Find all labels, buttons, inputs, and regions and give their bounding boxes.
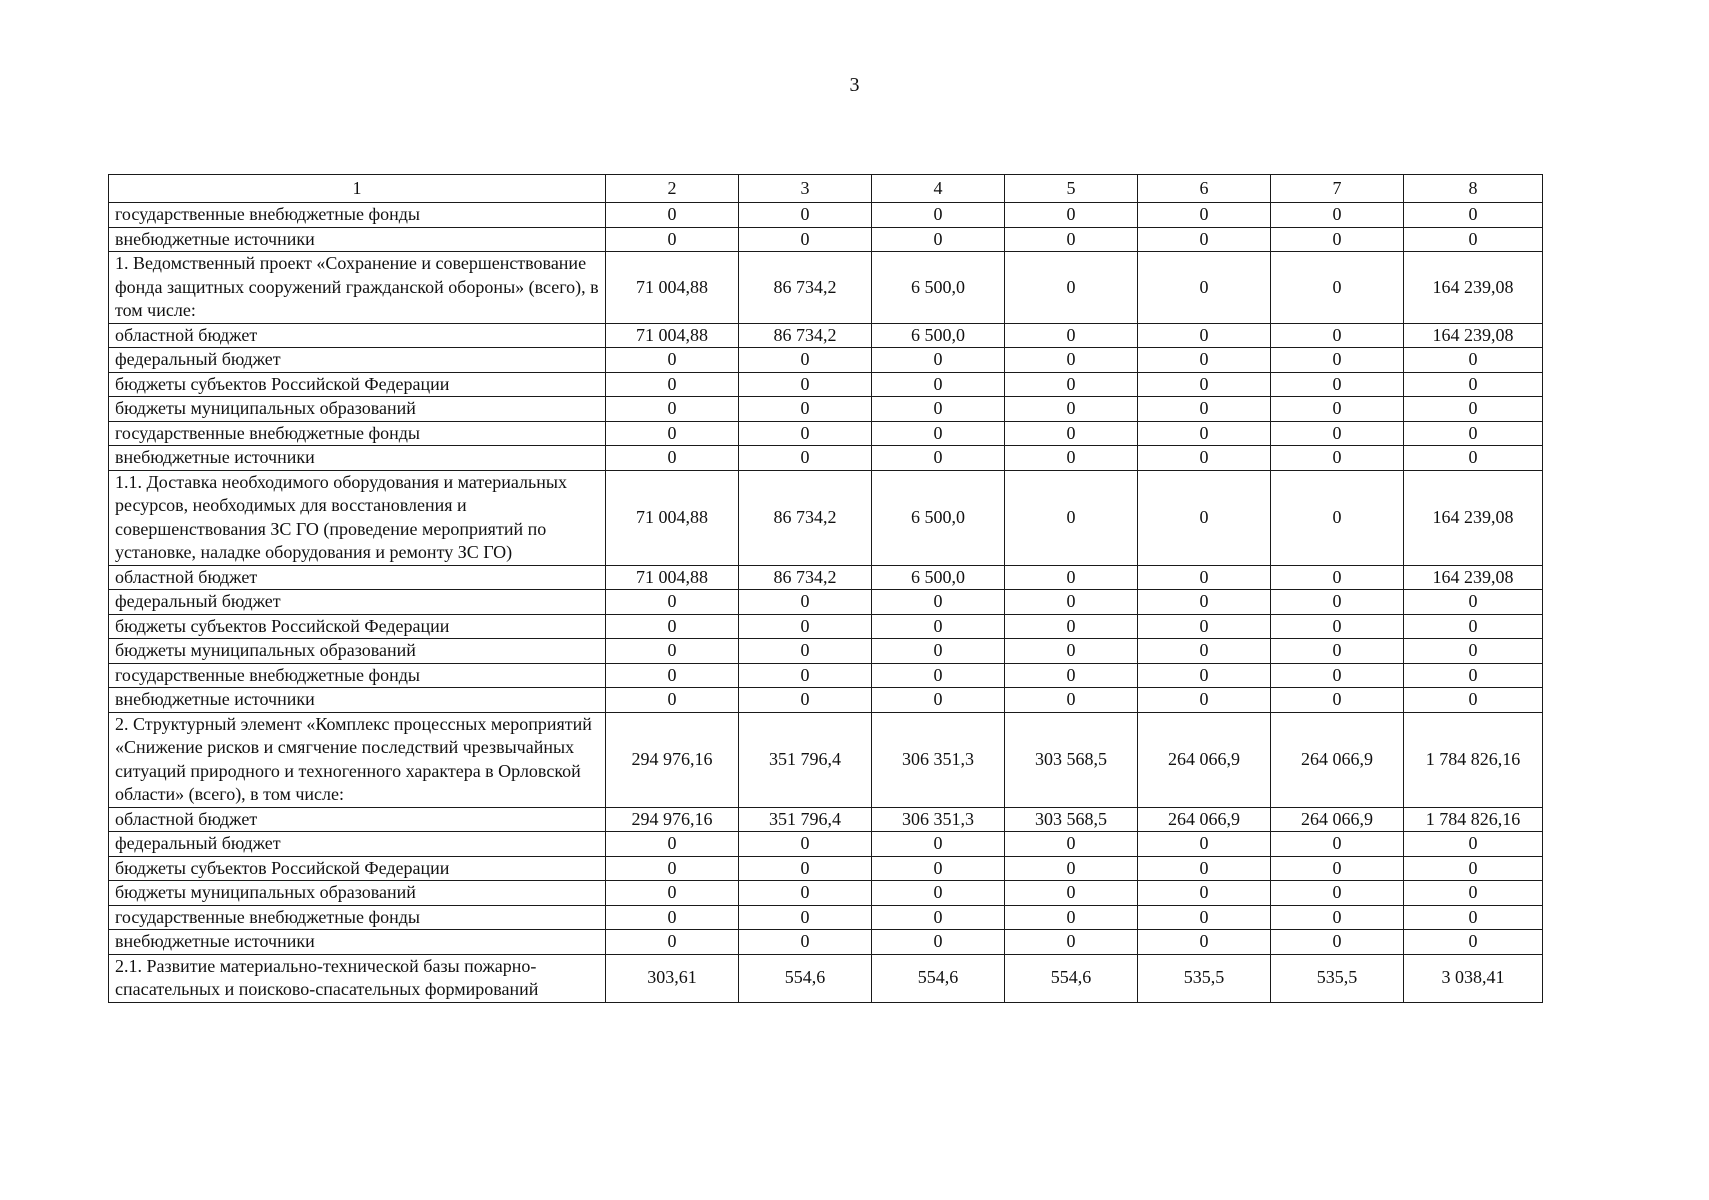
value-cell: 0 (739, 905, 872, 930)
value-cell: 294 976,16 (606, 712, 739, 807)
value-cell: 0 (1138, 372, 1271, 397)
value-cell: 0 (1271, 565, 1404, 590)
value-cell: 0 (1005, 323, 1138, 348)
value-cell: 0 (1271, 639, 1404, 664)
value-cell: 0 (1404, 590, 1543, 615)
value-cell: 0 (1005, 614, 1138, 639)
value-cell: 0 (1271, 832, 1404, 857)
value-cell: 0 (1138, 565, 1271, 590)
value-cell: 0 (1005, 639, 1138, 664)
value-cell: 0 (739, 930, 872, 955)
row-label: 2. Структурный элемент «Комплекс процессных мероприятий «Снижение рисков и смягчение последствий чрезвычайных ситуаций природного и техногенного характера в Орловской области» (всего), в том числе: (109, 712, 606, 807)
value-cell: 0 (1005, 590, 1138, 615)
table-row (109, 470, 1543, 565)
value-cell: 0 (1271, 323, 1404, 348)
value-cell: 0 (1005, 930, 1138, 955)
value-cell: 0 (1271, 930, 1404, 955)
value-cell: 0 (1138, 856, 1271, 881)
value-cell: 0 (1138, 446, 1271, 471)
value-cell: 0 (872, 881, 1005, 906)
value-cell: 0 (739, 203, 872, 228)
value-cell: 0 (606, 688, 739, 713)
row-label: федеральный бюджет (109, 832, 606, 857)
row-label: бюджеты муниципальных образований (109, 397, 606, 422)
value-cell: 0 (1138, 348, 1271, 373)
table-row (109, 421, 1543, 446)
row-label: внебюджетные источники (109, 227, 606, 252)
value-cell: 0 (872, 856, 1005, 881)
value-cell: 86 734,2 (739, 252, 872, 324)
row-label: областной бюджет (109, 807, 606, 832)
value-cell: 0 (1138, 688, 1271, 713)
table-row (109, 372, 1543, 397)
value-cell: 0 (1271, 252, 1404, 324)
table-row (109, 203, 1543, 228)
value-cell: 0 (1138, 663, 1271, 688)
value-cell: 0 (1138, 323, 1271, 348)
value-cell: 535,5 (1271, 954, 1404, 1002)
row-label: бюджеты муниципальных образований (109, 639, 606, 664)
value-cell: 0 (1005, 470, 1138, 565)
column-number: 8 (1404, 175, 1543, 203)
value-cell: 0 (1005, 832, 1138, 857)
row-label: бюджеты субъектов Российской Федерации (109, 372, 606, 397)
value-cell: 164 239,08 (1404, 252, 1543, 324)
value-cell: 0 (739, 663, 872, 688)
value-cell: 0 (739, 639, 872, 664)
row-label: 1. Ведомственный проект «Сохранение и совершенствование фонда защитных сооружений гражданской обороны» (всего), в том числе: (109, 252, 606, 324)
column-number: 2 (606, 175, 739, 203)
value-cell: 0 (872, 348, 1005, 373)
value-cell: 164 239,08 (1404, 323, 1543, 348)
row-label: федеральный бюджет (109, 348, 606, 373)
row-label: бюджеты муниципальных образований (109, 881, 606, 906)
value-cell: 0 (1005, 227, 1138, 252)
value-cell: 0 (1404, 832, 1543, 857)
table-row (109, 252, 1543, 324)
value-cell: 0 (872, 905, 1005, 930)
value-cell: 0 (739, 446, 872, 471)
table-row (109, 954, 1543, 1002)
value-cell: 86 734,2 (739, 323, 872, 348)
value-cell: 0 (872, 397, 1005, 422)
value-cell: 0 (739, 881, 872, 906)
value-cell: 0 (606, 590, 739, 615)
value-cell: 0 (1404, 446, 1543, 471)
value-cell: 0 (872, 446, 1005, 471)
value-cell: 0 (739, 688, 872, 713)
row-label: бюджеты субъектов Российской Федерации (109, 614, 606, 639)
table-row (109, 905, 1543, 930)
value-cell: 0 (606, 227, 739, 252)
value-cell: 0 (1404, 688, 1543, 713)
value-cell: 0 (1005, 905, 1138, 930)
value-cell: 0 (872, 421, 1005, 446)
value-cell: 0 (1005, 881, 1138, 906)
value-cell: 0 (739, 348, 872, 373)
row-label: государственные внебюджетные фонды (109, 905, 606, 930)
value-cell: 0 (1138, 881, 1271, 906)
value-cell: 0 (1138, 930, 1271, 955)
value-cell: 86 734,2 (739, 565, 872, 590)
budget-table-body (109, 175, 1543, 1003)
value-cell: 0 (1005, 565, 1138, 590)
row-label: государственные внебюджетные фонды (109, 663, 606, 688)
value-cell: 6 500,0 (872, 323, 1005, 348)
value-cell: 294 976,16 (606, 807, 739, 832)
value-cell: 554,6 (872, 954, 1005, 1002)
value-cell: 164 239,08 (1404, 470, 1543, 565)
value-cell: 0 (606, 421, 739, 446)
value-cell: 0 (1404, 881, 1543, 906)
budget-table (108, 174, 1543, 1003)
value-cell: 0 (606, 397, 739, 422)
column-number: 7 (1271, 175, 1404, 203)
value-cell: 306 351,3 (872, 712, 1005, 807)
value-cell: 0 (1271, 856, 1404, 881)
value-cell: 303 568,5 (1005, 712, 1138, 807)
table-row (109, 807, 1543, 832)
value-cell: 0 (1271, 905, 1404, 930)
value-cell: 0 (1404, 421, 1543, 446)
value-cell: 0 (1271, 227, 1404, 252)
row-label: внебюджетные источники (109, 446, 606, 471)
value-cell: 0 (739, 372, 872, 397)
table-row (109, 881, 1543, 906)
row-label: бюджеты субъектов Российской Федерации (109, 856, 606, 881)
table-row (109, 856, 1543, 881)
value-cell: 71 004,88 (606, 323, 739, 348)
value-cell: 0 (872, 688, 1005, 713)
value-cell: 0 (1271, 663, 1404, 688)
value-cell: 554,6 (739, 954, 872, 1002)
value-cell: 1 784 826,16 (1404, 712, 1543, 807)
table-row (109, 446, 1543, 471)
value-cell: 264 066,9 (1138, 712, 1271, 807)
column-number: 4 (872, 175, 1005, 203)
value-cell: 0 (606, 446, 739, 471)
row-label: федеральный бюджет (109, 590, 606, 615)
value-cell: 0 (606, 930, 739, 955)
value-cell: 0 (1404, 227, 1543, 252)
value-cell: 0 (1005, 397, 1138, 422)
value-cell: 0 (1271, 372, 1404, 397)
value-cell: 0 (1138, 470, 1271, 565)
value-cell: 0 (739, 832, 872, 857)
value-cell: 0 (1138, 590, 1271, 615)
value-cell: 0 (1138, 397, 1271, 422)
table-row (109, 930, 1543, 955)
row-label: внебюджетные источники (109, 688, 606, 713)
value-cell: 554,6 (1005, 954, 1138, 1002)
table-row (109, 348, 1543, 373)
table-row (109, 688, 1543, 713)
value-cell: 0 (739, 614, 872, 639)
value-cell: 264 066,9 (1271, 712, 1404, 807)
value-cell: 0 (1271, 590, 1404, 615)
value-cell: 303 568,5 (1005, 807, 1138, 832)
value-cell: 0 (872, 372, 1005, 397)
value-cell: 0 (1271, 614, 1404, 639)
value-cell: 6 500,0 (872, 470, 1005, 565)
value-cell: 6 500,0 (872, 565, 1005, 590)
value-cell: 0 (1138, 421, 1271, 446)
value-cell: 0 (872, 614, 1005, 639)
value-cell: 351 796,4 (739, 712, 872, 807)
table-row (109, 663, 1543, 688)
value-cell: 0 (1404, 663, 1543, 688)
table-row (109, 397, 1543, 422)
value-cell: 0 (1005, 203, 1138, 228)
row-label: 1.1. Доставка необходимого оборудования и материальных ресурсов, необходимых для восстановления и совершенствования ЗС ГО (проведение мероприятий по установке, наладке оборудования и ремонту ЗС ГО) (109, 470, 606, 565)
column-number: 1 (109, 175, 606, 203)
value-cell: 1 784 826,16 (1404, 807, 1543, 832)
value-cell: 0 (1404, 905, 1543, 930)
value-cell: 71 004,88 (606, 470, 739, 565)
row-label: внебюджетные источники (109, 930, 606, 955)
row-label: государственные внебюджетные фонды (109, 421, 606, 446)
table-row (109, 323, 1543, 348)
column-number-row (109, 175, 1543, 203)
value-cell: 0 (1005, 688, 1138, 713)
value-cell: 0 (872, 639, 1005, 664)
value-cell: 264 066,9 (1138, 807, 1271, 832)
table-row (109, 590, 1543, 615)
row-label: областной бюджет (109, 565, 606, 590)
value-cell: 0 (1271, 203, 1404, 228)
value-cell: 0 (606, 905, 739, 930)
value-cell: 0 (606, 856, 739, 881)
value-cell: 0 (1271, 881, 1404, 906)
value-cell: 535,5 (1138, 954, 1271, 1002)
value-cell: 0 (1404, 203, 1543, 228)
column-number: 6 (1138, 175, 1271, 203)
value-cell: 0 (606, 663, 739, 688)
value-cell: 86 734,2 (739, 470, 872, 565)
value-cell: 0 (606, 614, 739, 639)
value-cell: 306 351,3 (872, 807, 1005, 832)
value-cell: 0 (1404, 639, 1543, 664)
value-cell: 0 (1138, 832, 1271, 857)
value-cell: 0 (1005, 372, 1138, 397)
column-number: 3 (739, 175, 872, 203)
value-cell: 0 (606, 372, 739, 397)
row-label: областной бюджет (109, 323, 606, 348)
value-cell: 0 (606, 832, 739, 857)
value-cell: 0 (739, 227, 872, 252)
value-cell: 0 (606, 348, 739, 373)
value-cell: 0 (606, 881, 739, 906)
value-cell: 0 (1138, 614, 1271, 639)
value-cell: 0 (739, 590, 872, 615)
value-cell: 0 (872, 832, 1005, 857)
value-cell: 0 (1005, 252, 1138, 324)
table-row (109, 565, 1543, 590)
table-row (109, 639, 1543, 664)
value-cell: 0 (872, 203, 1005, 228)
value-cell: 0 (739, 421, 872, 446)
value-cell: 0 (872, 663, 1005, 688)
value-cell: 264 066,9 (1271, 807, 1404, 832)
value-cell: 0 (1271, 470, 1404, 565)
value-cell: 3 038,41 (1404, 954, 1543, 1002)
value-cell: 0 (872, 590, 1005, 615)
value-cell: 0 (1138, 905, 1271, 930)
value-cell: 0 (1138, 252, 1271, 324)
value-cell: 0 (739, 856, 872, 881)
value-cell: 0 (872, 930, 1005, 955)
value-cell: 0 (739, 397, 872, 422)
value-cell: 0 (1005, 446, 1138, 471)
value-cell: 6 500,0 (872, 252, 1005, 324)
value-cell: 0 (1271, 421, 1404, 446)
value-cell: 0 (1005, 663, 1138, 688)
value-cell: 0 (1404, 614, 1543, 639)
value-cell: 0 (1138, 639, 1271, 664)
value-cell: 0 (1138, 227, 1271, 252)
value-cell: 0 (1005, 856, 1138, 881)
page-number: 3 (849, 74, 860, 96)
value-cell: 0 (872, 227, 1005, 252)
row-label: государственные внебюджетные фонды (109, 203, 606, 228)
value-cell: 0 (1005, 348, 1138, 373)
value-cell: 71 004,88 (606, 252, 739, 324)
row-label: 2.1. Развитие материально-технической базы пожарно-спасательных и поисково-спасательных формирований (109, 954, 606, 1002)
value-cell: 0 (1271, 348, 1404, 373)
value-cell: 0 (1404, 397, 1543, 422)
value-cell: 164 239,08 (1404, 565, 1543, 590)
value-cell: 351 796,4 (739, 807, 872, 832)
value-cell: 0 (1271, 688, 1404, 713)
value-cell: 0 (1005, 421, 1138, 446)
table-row (109, 832, 1543, 857)
value-cell: 0 (1271, 397, 1404, 422)
column-number: 5 (1005, 175, 1138, 203)
value-cell: 0 (1404, 856, 1543, 881)
value-cell: 303,61 (606, 954, 739, 1002)
value-cell: 0 (606, 203, 739, 228)
value-cell: 0 (1271, 446, 1404, 471)
value-cell: 0 (1404, 372, 1543, 397)
value-cell: 0 (1404, 348, 1543, 373)
value-cell: 71 004,88 (606, 565, 739, 590)
value-cell: 0 (1404, 930, 1543, 955)
value-cell: 0 (1138, 203, 1271, 228)
table-row (109, 712, 1543, 807)
table-row (109, 614, 1543, 639)
table-row (109, 227, 1543, 252)
value-cell: 0 (606, 639, 739, 664)
